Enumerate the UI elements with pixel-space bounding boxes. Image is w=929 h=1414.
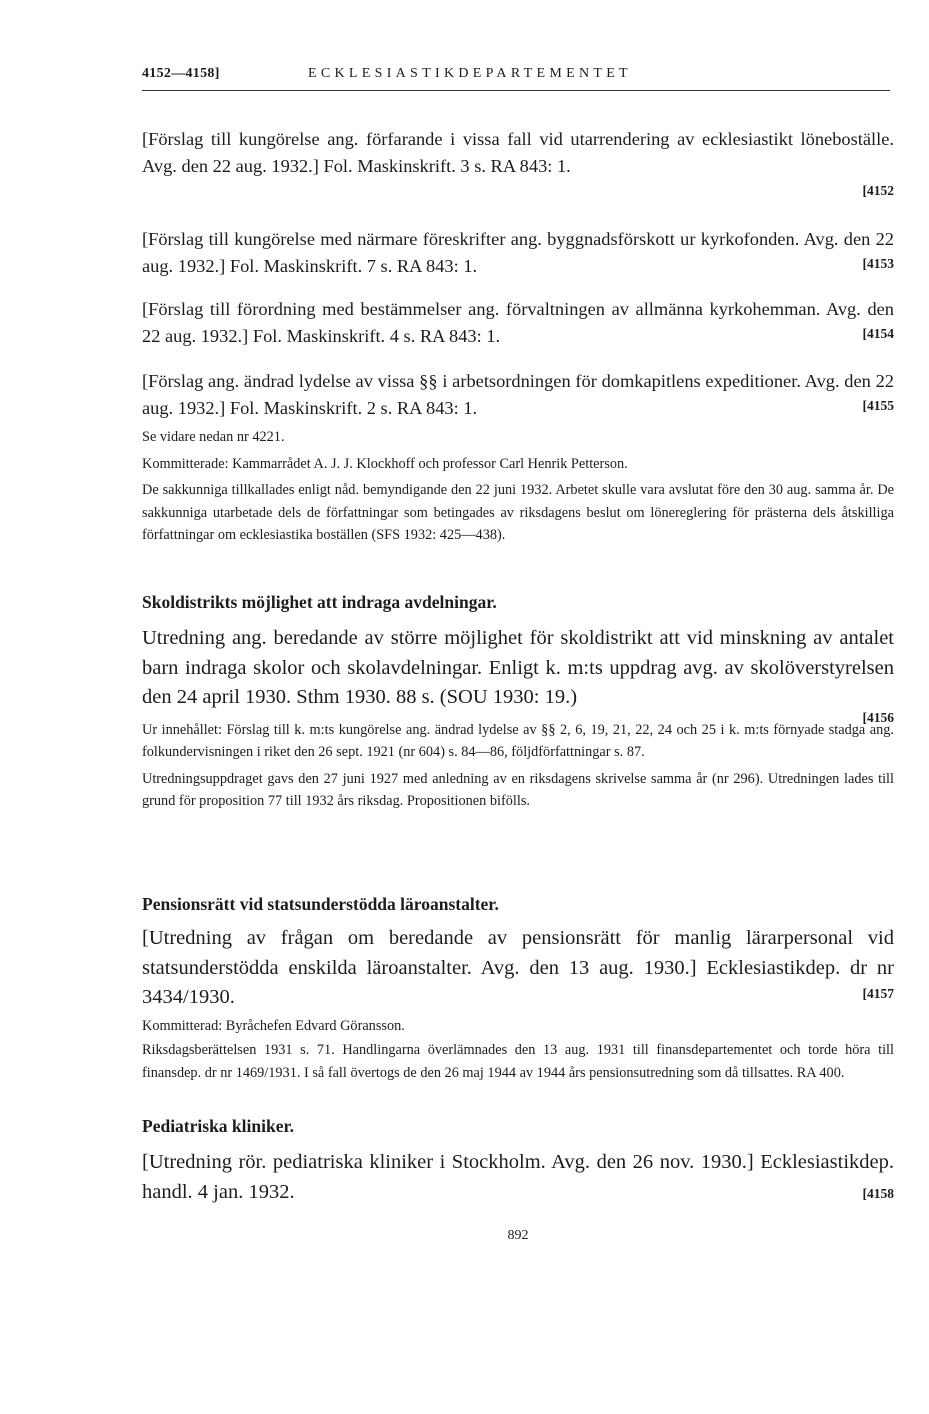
entry-4152 [142,126,894,200]
section-heading: Skoldistrikts möjlighet att indraga avdelningar. [142,592,497,612]
entry-number: [4152 [862,183,894,198]
section-text: [Utredning rör. pediatriska kliniker i Stockholm. Avg. den 26 nov. 1930.] Ecklesiastikdep. handl. 4 jan. 1932. [142,1151,894,1203]
section-heading: Pensionsrätt vid statsunderstödda läroanstalter. [142,894,499,914]
entry-4155 [142,368,894,547]
section-skoldistrikt [142,590,894,813]
note: Ur innehållet: Förslag till k. m:ts kungörelse ang. ändrad lydelse av §§ 2, 6, 19, 21, 22, 24 och 25 i k. m:ts förnyade stadga ang. folkundervisningen i riket den 26 sept. 1921 (nr 604) s. 84—86, följdförfattningar s. 87. [142,721,894,760]
note: Riksdagsberättelsen 1931 s. 71. Handlingarna överlämnades den 13 aug. 1931 till finansdepartementet och torde höra till finansdep. dr nr 1469/1931. I så fall övertogs de den 26 maj 1944 av 1944 års pensionsutredning som då tillsattes. RA 400. [142,1042,894,1081]
note: Kommitterade: Kammarrådet A. J. J. Klockhoff och professor Carl Henrik Petterson. [142,455,628,472]
entry-text: [Förslag till kungörelse med närmare föreskrifter ang. byggnadsförskott ur kyrkofonden. Avg. den 22 aug. 1932.] Fol. Maskinskrift. 7 s. RA 843: 1. [142,229,894,276]
note: De sakkunniga tillkallades enligt nåd. bemyndigande den 22 juni 1932. Arbetet skulle vara avslutat före den 30 aug. samma år. De sakkunniga utarbetade dels de författningar som betingades av riksdagens beslut om lönereglering för prästerna dels åtskilliga författningar om ecklesiastika boställen (SFS 1932: 425—438). [142,482,894,543]
header-rule [142,90,890,91]
entry-range: 4152—4158] [142,66,220,81]
entry-text: [Förslag till förordning med bestämmelser ang. förvaltningen av allmänna kyrkohemman. Avg. den 22 aug. 1932.] Fol. Maskinskrift. 4 s. RA 843: 1. [142,299,894,346]
section-pensionsratt [142,892,894,1084]
entry-number: [4155 [862,398,894,413]
document-page [142,66,894,1243]
entry-4154 [142,296,894,350]
page-number: 892 [507,1228,529,1243]
entry-text: [Förslag ang. ändrad lydelse av vissa §§ i arbetsordningen för domkapitlens expeditioner. Avg. den 22 aug. 1932.] Fol. Maskinskrift. 2 s. RA 843: 1. [142,371,894,418]
section-text: Utredning ang. beredande av större möjlighet för skoldistrikt att vid minskning av antalet barn indraga skolor och skolavdelningar. Enligt k. m:ts uppdrag avg. av skolöverstyrelsen den 24 april 1930. Sthm 1930. 88 s. (SOU 1930: 19.) [142,627,894,708]
entry-4153 [142,226,894,280]
entry-number: [4153 [862,256,894,271]
note: Se vidare nedan nr 4221. [142,429,285,445]
section-pediatriska [142,1114,894,1207]
note: Kommitterad: Byråchefen Edvard Göransson. [142,1017,405,1034]
section-text: [Utredning av frågan om beredande av pensionsrätt för manlig lärarpersonal vid statsunderstödda enskilda läroanstalter. Avg. den 13 aug. 1930.] Ecklesiastikdep. dr nr 3434/1930. [142,927,894,1008]
note: Utredningsuppdraget gavs den 27 juni 1927 med anledning av en riksdagens skrivelse samma år (nr 296). Utredningen lades till grund för proposition 77 till 1932 års riksdag. Propositionen bifölls. [142,770,894,809]
entry-text: [Förslag till kungörelse ang. förfarande i vissa fall vid utarrendering av ecklesiastikt löneboställe. Avg. den 22 aug. 1932.] Fol. Maskinskrift. 3 s. RA 843: 1. [142,129,894,176]
entry-number: [4156 [862,710,894,725]
entry-number: [4158 [862,1186,894,1201]
running-header [142,66,894,90]
entry-number: [4154 [862,326,894,341]
section-heading: Pediatriska kliniker. [142,1116,295,1136]
department-title: ECKLESIASTIKDEPARTEMENTET [308,66,632,81]
entry-number: [4157 [862,986,894,1001]
